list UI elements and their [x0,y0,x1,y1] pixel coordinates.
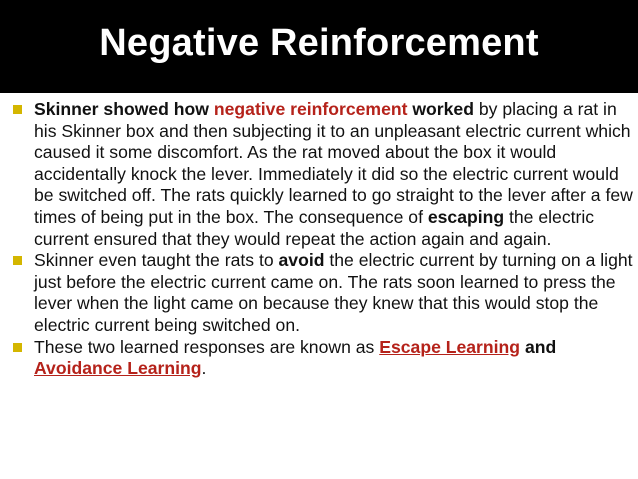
text-highlight-red-underlined: Escape Learning [379,336,521,357]
square-bullet-icon [13,343,22,352]
text-bold: and [524,336,557,357]
text-bold: worked [412,99,474,119]
text-plain: by placing a rat in his Skinner box and then subjecting it to an unpleasant electric current which caused it some discomfort. As the rat moved about the box it would accidentally knock the lever. Immediately it did so the electric current would be switched off. The rats quickly learned to go straight to the lever after a few times of being put in the box. The consequence of [34,99,633,227]
text-plain: These two learned responses are known as [34,336,380,357]
square-bullet-icon [13,256,22,265]
bullet-item [10,337,634,380]
square-bullet-icon [13,105,22,114]
text-highlight-red-underlined: Avoidance Learning [34,358,202,379]
text-plain: . [201,358,207,379]
text-highlight-red: negative reinforcement [213,99,408,119]
slide-title: Negative Reinforcement [99,22,539,64]
text-plain: the electric current by turning on a light just before the electric current came on. The rats soon learned to press the lever when the light came on because they knew that this would stop the electric current being switched on. [34,250,633,335]
text-bold: Skinner showed how [34,99,214,119]
title-bar [0,0,638,93]
text-bold: escaping [427,206,505,227]
slide-body [10,99,634,380]
text-bold: avoid [278,250,325,271]
text-plain: Skinner even taught the rats to [34,250,279,271]
bullet-item [10,99,634,250]
bullet-item [10,250,634,336]
text-plain: the electric current ensured that they would repeat the action again and again. [34,206,595,249]
